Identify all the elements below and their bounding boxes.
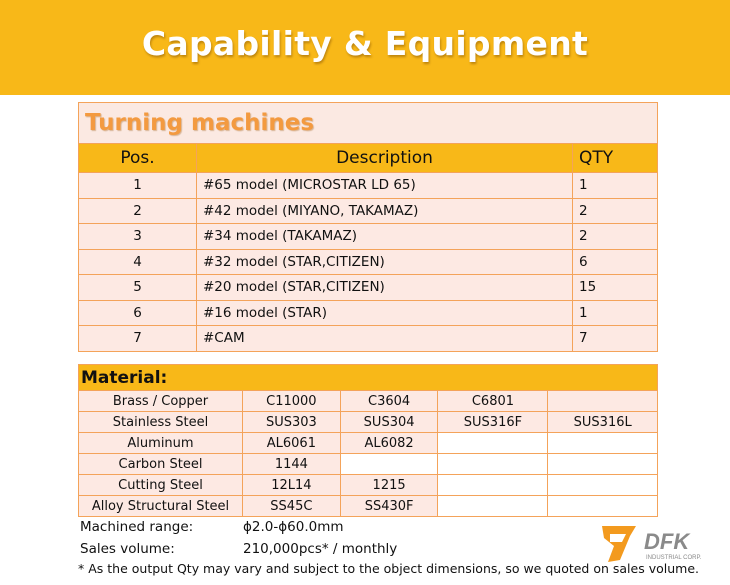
material-grade-cell: C3604 (340, 391, 438, 412)
footnote: * As the output Qty may vary and subject to the object dimensions, so we quoted on sales volume. (78, 561, 699, 576)
table-row (79, 275, 658, 301)
table-row (79, 198, 658, 224)
material-grade-cell: SUS303 (243, 412, 341, 433)
turning-machines-table (78, 102, 658, 352)
material-grade-cell: SS45C (243, 496, 341, 517)
pos-cell: 2 (79, 198, 197, 224)
material-table (78, 364, 658, 517)
material-grade-cell: C6801 (438, 391, 548, 412)
material-title: Material: (79, 365, 658, 391)
qty-cell: 6 (573, 249, 658, 275)
logo-subtext: INDUSTRIAL CORP. (646, 555, 702, 561)
material-grade-cell: SUS316L (548, 412, 658, 433)
material-grade-cell (340, 454, 438, 475)
qty-cell: 2 (573, 198, 658, 224)
page-title: Capability & Equipment (141, 24, 589, 63)
description-cell: #16 model (STAR) (197, 300, 573, 326)
material-grade-cell (438, 454, 548, 475)
qty-cell: 2 (573, 224, 658, 250)
material-name-cell: Brass / Copper (79, 391, 243, 412)
title-banner (0, 0, 730, 95)
sales-volume-label: Sales volume: (80, 541, 175, 557)
material-grade-cell: 1215 (340, 475, 438, 496)
pos-cell: 6 (79, 300, 197, 326)
material-row (79, 391, 658, 412)
material-name-cell: Aluminum (79, 433, 243, 454)
description-header: Description (197, 144, 573, 173)
material-grade-cell (438, 433, 548, 454)
material-grade-cell (548, 496, 658, 517)
material-grade-cell: AL6082 (340, 433, 438, 454)
pos-header: Pos. (79, 144, 197, 173)
description-cell: #34 model (TAKAMAZ) (197, 224, 573, 250)
qty-header: QTY (573, 144, 658, 173)
material-grade-cell: 1144 (243, 454, 341, 475)
material-name-cell: Alloy Structural Steel (79, 496, 243, 517)
sales-volume-value: 210,000pcs* / monthly (243, 541, 398, 557)
table-header-row (79, 144, 658, 173)
material-row (79, 454, 658, 475)
material-grade-cell: SUS316F (438, 412, 548, 433)
pos-cell: 7 (79, 326, 197, 352)
qty-cell: 1 (573, 173, 658, 199)
pos-cell: 3 (79, 224, 197, 250)
material-grade-cell: SS430F (340, 496, 438, 517)
company-logo (596, 522, 716, 566)
material-row (79, 496, 658, 517)
description-cell: #65 model (MICROSTAR LD 65) (197, 173, 573, 199)
machined-range-value: ϕ2.0-ϕ60.0mm (243, 519, 344, 535)
machined-range-label: Machined range: (80, 519, 194, 535)
material-row (79, 475, 658, 496)
material-grade-cell (438, 475, 548, 496)
turning-title: Turning machines (79, 103, 658, 144)
material-grade-cell (438, 496, 548, 517)
description-cell: #42 model (MIYANO, TAKAMAZ) (197, 198, 573, 224)
description-cell: #20 model (STAR,CITIZEN) (197, 275, 573, 301)
material-grade-cell: 12L14 (243, 475, 341, 496)
material-grade-cell: SUS304 (340, 412, 438, 433)
description-cell: #CAM (197, 326, 573, 352)
qty-cell: 1 (573, 300, 658, 326)
material-grade-cell (548, 433, 658, 454)
qty-cell: 7 (573, 326, 658, 352)
material-row (79, 433, 658, 454)
material-name-cell: Stainless Steel (79, 412, 243, 433)
material-grade-cell (548, 391, 658, 412)
logo-text: DFK (644, 529, 690, 554)
material-grade-cell (548, 454, 658, 475)
qty-cell: 15 (573, 275, 658, 301)
description-cell: #32 model (STAR,CITIZEN) (197, 249, 573, 275)
table-row (79, 224, 658, 250)
material-name-cell: Cutting Steel (79, 475, 243, 496)
material-grade-cell: C11000 (243, 391, 341, 412)
table-row (79, 300, 658, 326)
table-row (79, 173, 658, 199)
pos-cell: 1 (79, 173, 197, 199)
material-grade-cell (548, 475, 658, 496)
pos-cell: 5 (79, 275, 197, 301)
material-name-cell: Carbon Steel (79, 454, 243, 475)
pos-cell: 4 (79, 249, 197, 275)
material-row (79, 412, 658, 433)
table-row (79, 249, 658, 275)
table-row (79, 326, 658, 352)
dfk-logo-icon (596, 522, 716, 566)
material-grade-cell: AL6061 (243, 433, 341, 454)
